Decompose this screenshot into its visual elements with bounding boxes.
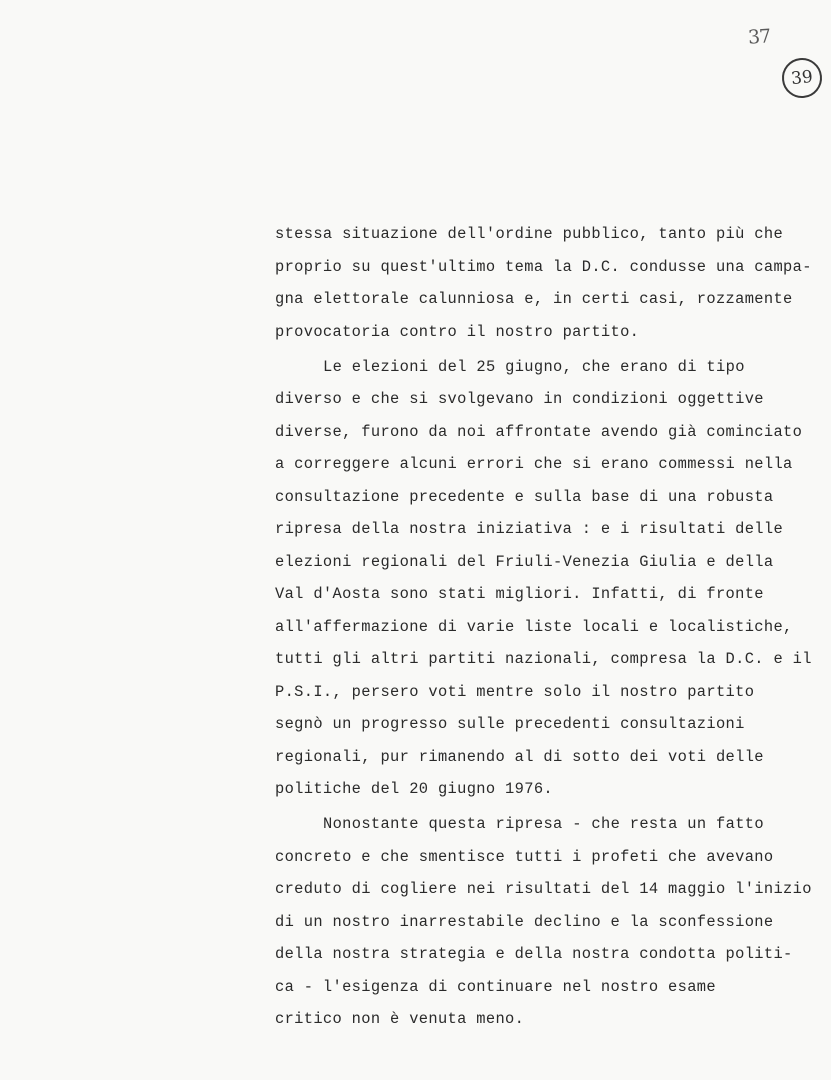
text-line: Le elezioni del 25 giugno, che erano di tipo <box>323 357 745 376</box>
text-line: politiche del 20 giugno 1976. <box>275 780 553 798</box>
typed-text-body <box>275 218 820 1036</box>
circled-page-number <box>780 56 824 100</box>
text-line: diverse, furono da noi affrontate avendo già cominciato <box>275 422 803 441</box>
text-line: stessa situazione dell'ordine pubblico, tanto più che <box>275 225 784 243</box>
handwritten-page-number: 37 <box>747 25 771 49</box>
text-line: a correggere alcuni errori che si erano commessi nella <box>275 455 793 473</box>
text-line: Nonostante questa ripresa - che resta un fatto <box>323 815 764 833</box>
paragraph <box>275 218 820 348</box>
text-line: tutti gli altri partiti nazionali, compresa la D.C. e il <box>275 650 812 668</box>
text-line: ripresa della nostra iniziativa : e i risultati delle <box>275 520 784 538</box>
text-line: consultazione precedente e sulla base di una robusta <box>275 487 774 506</box>
text-line: critico non è venuta meno. <box>275 1010 525 1028</box>
text-line: gna elettorale calunniosa e, in certi casi, rozzamente <box>275 290 793 308</box>
circled-page-number-text: 39 <box>790 66 814 90</box>
text-line: segnò un progresso sulle precedenti consultazioni <box>275 715 745 733</box>
text-line: concreto e che smentisce tutti i profeti che avevano <box>275 847 774 866</box>
paragraph <box>275 808 820 1036</box>
text-line: proprio su quest'ultimo tema la D.C. condusse una campa- <box>275 257 812 276</box>
text-line: all'affermazione di varie liste locali e localistiche, <box>275 617 793 636</box>
text-line: creduto di cogliere nei risultati del 14 maggio l'inizio <box>275 880 812 898</box>
text-line: provocatoria contro il nostro partito. <box>275 322 640 341</box>
text-line: ca - l'esigenza di continuare nel nostro esame <box>275 977 716 996</box>
text-line: elezioni regionali del Friuli-Venezia Giulia e della <box>275 552 774 571</box>
text-line: della nostra strategia e della nostra condotta politi- <box>275 945 793 963</box>
text-line: regionali, pur rimanendo al di sotto dei voti delle <box>275 747 764 766</box>
paragraph <box>275 351 820 806</box>
text-line: di un nostro inarrestabile declino e la sconfessione <box>275 912 774 931</box>
text-line: diverso e che si svolgevano in condizioni oggettive <box>275 390 764 408</box>
text-line: Val d'Aosta sono stati migliori. Infatti, di fronte <box>275 585 764 603</box>
text-line: P.S.I., persero voti mentre solo il nostro partito <box>275 682 755 701</box>
